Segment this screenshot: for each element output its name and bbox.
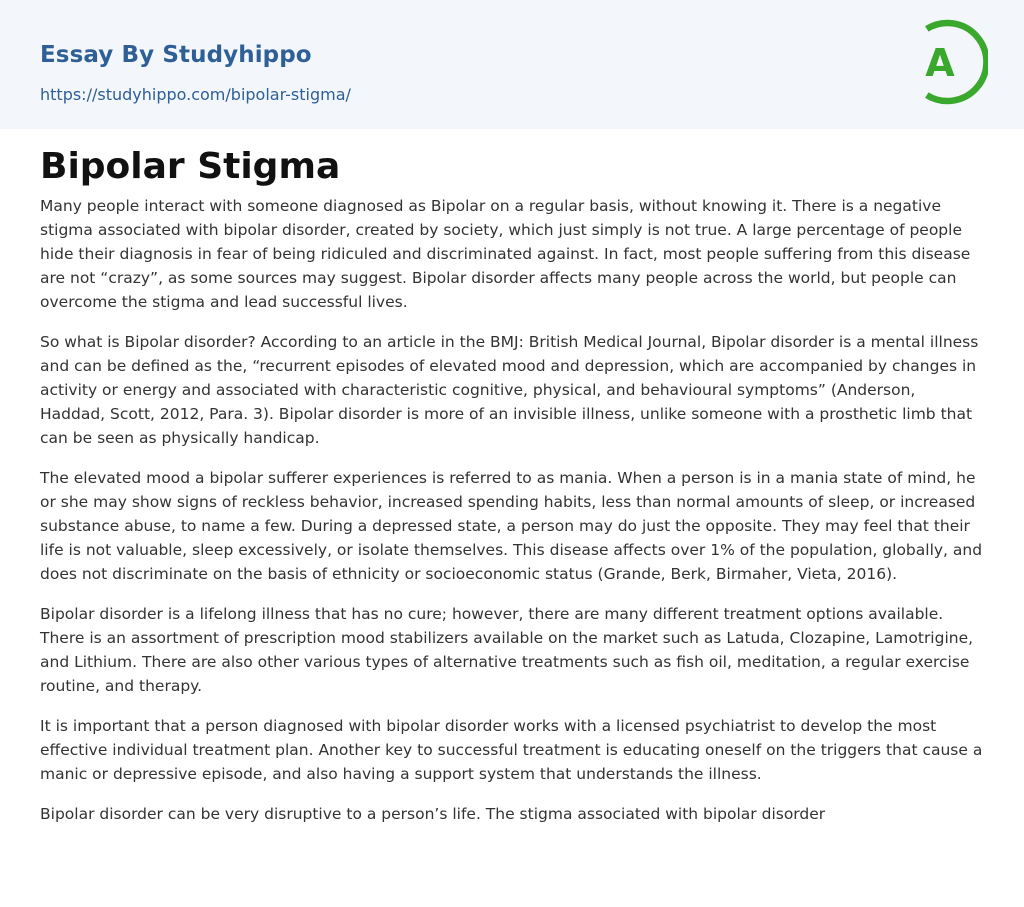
essay-paragraph: So what is Bipolar disorder? According to an article in the BMJ: British Medical Journal, Bipolar disorder is a mental illness and can be defined as the, “recurrent episodes of elevated mood and depression, which are accompanied by changes in activity or energy and associated with characteristic cognitive, physical, and behavioural symptoms” (Anderson, Haddad, Scott, 2012, Para. 3). Bipolar disorder is more of an invisible illness, unlike someone with a prosthetic limb that can be seen as physically handicap. [40,333,979,447]
brand-title: Essay By Studyhippo [40,42,312,68]
essay-body [40,194,984,842]
essay-paragraph: The elevated mood a bipolar sufferer experiences is referred to as mania. When a person is in a mania state of mind, he or she may show signs of reckless behavior, increased spending habits, less than normal amounts of sleep, or increased substance abuse, to name a few. During a depressed state, a person may do just the opposite. They may feel that their life is not valuable, sleep excessively, or isolate themselves. This disease affects over 1% of the population, globally, and does not discriminate on the basis of ethnicity or socioeconomic status (Grande, Berk, Birmaher, Vieta, 2016). [40,469,983,583]
essay-paragraph: Many people interact with someone diagnosed as Bipolar on a regular basis, without knowing it. There is a negative stigma associated with bipolar disorder, created by society, which just simply is not true. A large percentage of people hide their diagnosis in fear of being ridiculed and discriminated against. In fact, most people suffering from this disease are not “crazy”, as some sources may suggest. Bipolar disorder affects many people across the world, but people can overcome the stigma and lead successful lives. [40,197,971,311]
page-url-link[interactable]: https://studyhippo.com/bipolar-stigma/ [40,85,351,104]
essay-paragraph: Bipolar disorder can be very disruptive to a person’s life. The stigma associated with bipolar disorder [40,805,826,823]
essay-paragraph: Bipolar disorder is a lifelong illness that has no cure; however, there are many different treatment options available. There is an assortment of prescription mood stabilizers available on the market such as Latuda, Clozapine, Lamotrigine, and Lithium. There are also other various types of alternative treatments such as fish oil, meditation, a regular exercise routine, and therapy. [40,605,974,695]
site-header [0,0,1024,129]
essay-paragraph: It is important that a person diagnosed with bipolar disorder works with a licensed psychiatrist to develop the most effective individual treatment plan. Another key to successful treatment is educating oneself on the triggers that cause a manic or depressive episode, and also having a support system that understands the illness. [40,717,983,783]
studyhippo-logo-icon[interactable] [910,18,988,106]
essay-title: Bipolar Stigma [40,146,341,187]
svg-text:A: A [925,41,955,85]
